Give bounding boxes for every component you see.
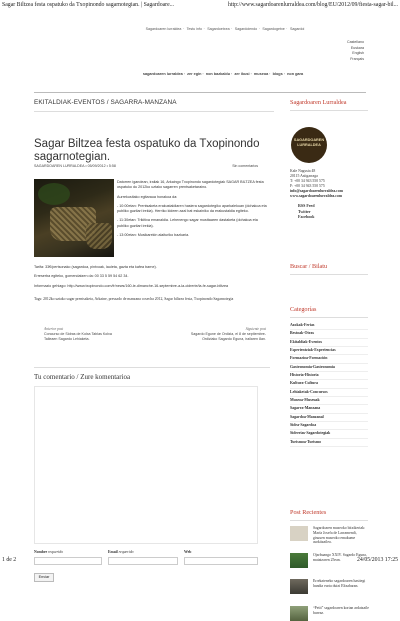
web-label: Web [184, 550, 192, 554]
category-item[interactable]: Kultura-Cultura [290, 380, 368, 388]
category-item[interactable]: Gastronomia-Gastronomía [290, 364, 368, 372]
post-photo [34, 179, 114, 257]
sidebar [290, 99, 369, 615]
next-post[interactable] [186, 327, 266, 342]
comments-divider [34, 367, 270, 368]
sidebar-heading: Sagardoaren Lurraldea [290, 99, 368, 111]
breadcrumb[interactable]: EKITALDIAK-EVENTOS / SAGARRA-MANZANA [34, 99, 274, 112]
contact-info [290, 169, 368, 199]
reservation-info: Erreserba egiteko, gomendatzen da: 00 33 5 59 54 62 34. [34, 274, 129, 279]
post-paragraph [117, 195, 267, 200]
comments-link[interactable]: Sin comentarios [232, 164, 258, 168]
category-item[interactable]: Sidra-Sagardoa [290, 422, 368, 430]
page-count: 1 de 2 [2, 557, 17, 563]
category-item[interactable]: Azokak-Ferias [290, 322, 368, 330]
main-nav-item[interactable]: zer ikusi [234, 72, 250, 76]
recent-thumb [290, 606, 308, 621]
print-header [0, 0, 400, 11]
main-nav-item[interactable]: non bazkaldu [205, 72, 231, 76]
address-line: Kale Nagusia 48 [290, 169, 316, 173]
main-nav-item[interactable]: non gara [287, 72, 304, 76]
top-nav-item[interactable]: Sagardoiendo [234, 27, 258, 31]
post-meta [34, 164, 274, 170]
language-selector [336, 40, 364, 62]
submit-button[interactable]: Enviar [34, 573, 54, 582]
top-nav-item[interactable]: Sagardoetxea [207, 27, 230, 31]
post-author-date: SAGARDOAREN LURRALDEA • 05/09/2012 • 5:58 [34, 164, 116, 168]
categories-heading: Categorías [290, 306, 368, 318]
category-item[interactable]: Sagarra-Manzana [290, 405, 368, 413]
post-title: Sagar Biltzea festa ospatuko da Txopinondo sagarnotegian. [34, 138, 260, 163]
phone: T: +00 34 943 550 575 [290, 179, 325, 183]
email-label: Email requerido [108, 550, 134, 554]
prev-post-link[interactable]: Concurso de Sidras de Kolxa Tablas Kolxa Talleaen Sagardo Lehiaketa. [44, 332, 112, 341]
print-datetime: 24/05/2013 17:25 [356, 557, 398, 563]
facebook-link[interactable]: Facebook [298, 214, 315, 220]
fax: F: +00 34 943 550 575 [290, 184, 325, 188]
comment-heading: Tu comentario / Zure komentarioa [34, 373, 131, 381]
photo-foliage [38, 183, 70, 205]
main-nav-item[interactable]: museoa [253, 72, 269, 76]
site-logo[interactable]: SAGARDOAREN LURRALDEA [291, 127, 327, 163]
lang-euskara[interactable]: Euskara [350, 45, 364, 50]
main-nav-item[interactable]: sagardoaren lurraldea [142, 72, 183, 76]
prev-post[interactable] [44, 327, 114, 342]
post-tags[interactable]: Tags: 2012ko uztako sagar prentsaketa, Arkaine, pressado de manzana cosecha 2012, Sagar biltzea festa, Txopinondo Sagarnotegia [34, 297, 234, 301]
more-info[interactable]: Informazio gehiago: http://www.txopinondo.com/fr/news/160-le-dimanche-16-septembre-a-la-cidrerie/la-fe-sagar-biltzea [34, 283, 229, 288]
lang-english[interactable]: English [352, 51, 364, 55]
category-item[interactable]: Formazioa-Formación [290, 355, 368, 363]
page-title: Sagar Biltzea festa ospatuko da Txopinondo sagarnotegian. | Sagardoare... [2, 2, 175, 8]
recent-post-title[interactable]: Sagardoaren museoko bitxikeriak: María Josefa de Larramendi, gisuuen museoko emakume aurkitzailea. [313, 526, 366, 545]
top-nav-item[interactable]: Sagardogetxe [262, 27, 285, 31]
social-links [298, 203, 368, 220]
prev-post-heading: Anterior post [44, 327, 64, 331]
schedule-item: - 13:00etan: Musikarekin alaituriko bazkaria. [117, 233, 190, 238]
category-item[interactable]: Sagardoa-Manzanal [290, 414, 368, 422]
recent-post-title[interactable]: Errekateneko sagardoaren hasitegi handia eurta duizi Eltzabaran. [313, 579, 366, 588]
category-list [290, 322, 368, 447]
recent-post-title[interactable]: Ojarbuango XXIV. Sagardo Eguna, maiatzaren 25ean. [313, 553, 367, 562]
rss-link[interactable]: RSS Feed [298, 203, 315, 208]
contact-web[interactable]: www.sagardoarenlurraldea.com [290, 194, 343, 198]
categories-widget [290, 306, 368, 447]
recent-thumb [290, 579, 308, 594]
category-item[interactable]: Historia-Historia [290, 372, 368, 380]
main-column [34, 99, 274, 579]
contact-email[interactable]: info@sagardoarenlurraldea.com [290, 189, 343, 193]
header-divider [34, 92, 366, 93]
name-label: Nombre requerido [34, 550, 64, 554]
top-nav-item[interactable]: Testu info [186, 27, 202, 31]
lang-castellano[interactable]: Castellano [347, 40, 364, 44]
category-item[interactable]: Esperientziak-Experiencias [290, 347, 368, 355]
post-body-intro [117, 180, 267, 242]
lang-francais[interactable]: Français [350, 56, 364, 61]
next-post-heading: Siguiente post [245, 327, 266, 331]
comment-textarea[interactable] [34, 386, 258, 544]
recent-thumb [290, 526, 308, 541]
schedule-item: - 10:00etan: Prentsaketa erakustaldiaren hasiera sagardotegiko aparkalekuan (dohakoa eta publiko guztiari irekia). Herriko kideen azal bat eskainiko da erakustaldia egiteko. [117, 203, 267, 214]
main-nav: sagardoaren lurraldea· zer egin· non bazkaldu· zer ikusi· museoa· blogs· non gara [142, 72, 304, 76]
category-item[interactable]: Lehiaketak-Concursos [290, 389, 368, 397]
search-heading[interactable]: Buscar / Bilatu [290, 263, 368, 275]
recent-post-title[interactable]: “Petit” sagardoaren kortan ardatzaile bureaz. [313, 606, 369, 615]
address-line: 20115 Astigarraga [290, 174, 318, 178]
recent-heading: Post Recientes [290, 509, 368, 521]
menu-price: Tarifa: 33€/pertsonako (sagardoa, pintxoak, lauleta, gazta eta kafea barne). [34, 265, 157, 269]
schedule-item: - 11:30etan: Trikitixa emanaldia. Lehenengo sagar musttaaren dastaketa (dohakoa eta publiko guztiari irekia). [117, 218, 258, 228]
main-nav-item[interactable]: zer egin [187, 72, 202, 76]
schedule-intro: Aurrekusitako egitaraua honakoa da: [117, 194, 178, 199]
twitter-link[interactable]: Twitter [298, 208, 311, 214]
post-paragraph: Datorren igandean, irailak 16, Arkaingo Txopinondo sagardotegiak SAGAR BILTZEA festa ospatuko du 2012ko uztako sagarren prentsaketaraino. [117, 180, 264, 190]
next-post-link[interactable]: Sagardo Egune de Ordizia, el 8 de septiembre-Ordiziako Sagardo Eguna, irailaren 8an. [190, 332, 266, 341]
recent-posts-widget [290, 509, 369, 615]
main-nav-item[interactable]: blogs [272, 72, 283, 76]
post-body-full [34, 265, 270, 293]
photo-basket-2 [86, 223, 112, 249]
category-item[interactable]: Ekitaldiak-Eventos [290, 339, 368, 347]
search-widget [290, 263, 368, 275]
top-nav: Sagardoaren lurraldea · Testu info · Sagardoetxea · Sagardoiendo · Sagardogetxe · Sagardoi [145, 27, 305, 31]
top-nav-item[interactable]: Sagardoi [289, 27, 305, 31]
category-item[interactable]: Sidrerias-Sagardotegiak [290, 430, 368, 438]
category-item[interactable]: Museoa-Museuak [290, 397, 368, 405]
category-item[interactable]: Turismoa-Turismo [290, 439, 368, 447]
page-url[interactable]: http://www.sagardoarenlurraldea.com/blog/EU/2012/09/fiesta-sagar-bil... [228, 2, 398, 8]
top-nav-item[interactable]: Sagardoaren lurraldea [145, 27, 182, 31]
print-footer [0, 555, 400, 566]
category-item[interactable]: Bestoak-Otras [290, 330, 368, 338]
